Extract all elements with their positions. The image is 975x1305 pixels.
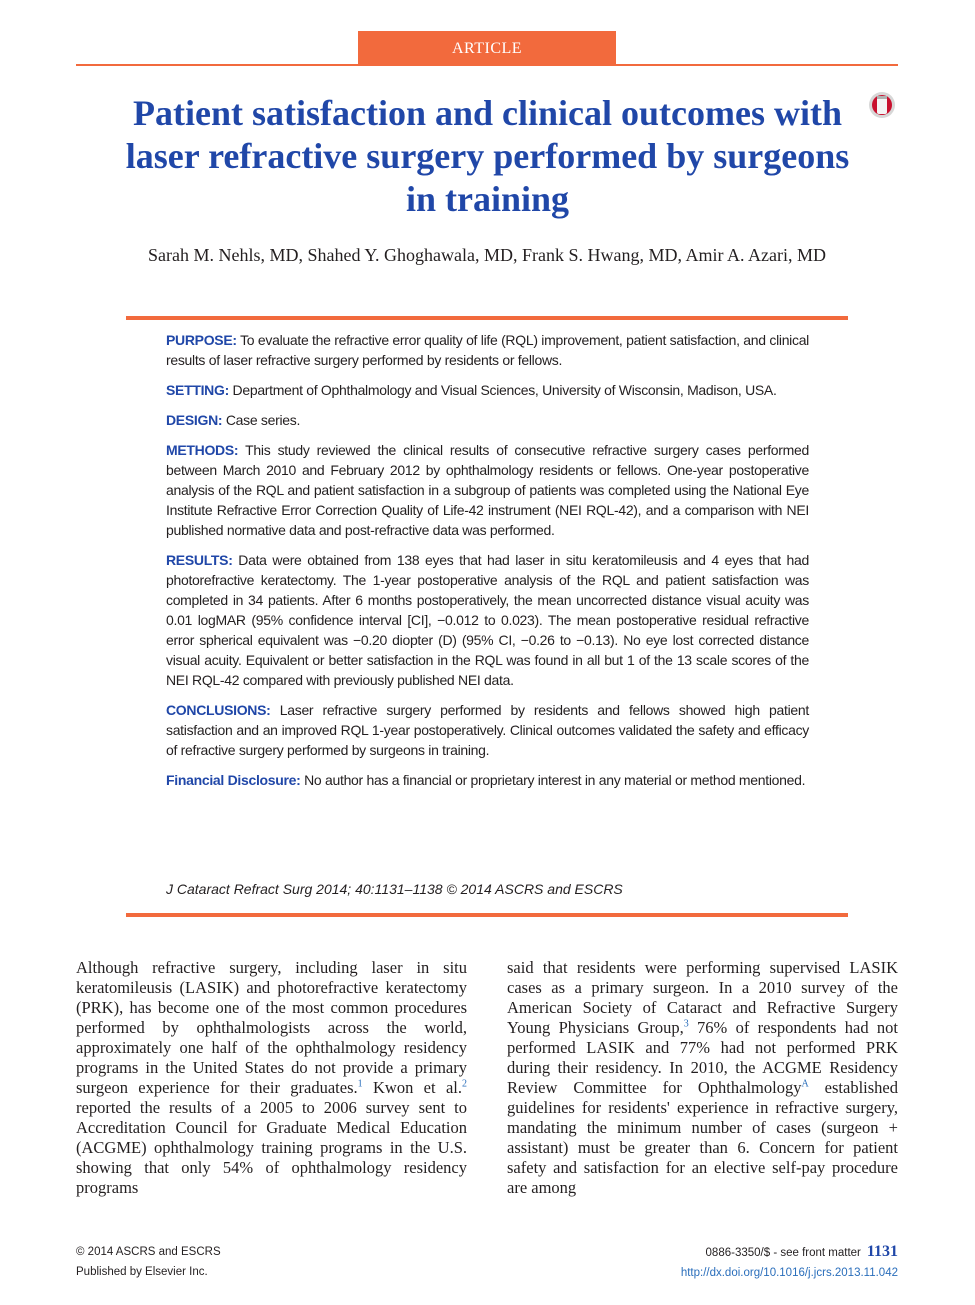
body-text: established guidelines for residents' experience in refractive surgery, mandating the minimum number of cases (surgeon + assistant) must be greater than 6. Concern for patient safety and satisfaction for an elective self-pay procedure are among [507, 1078, 898, 1197]
disclosure-label: Financial Disclosure: [166, 772, 301, 788]
methods-label: METHODS: [166, 442, 239, 458]
results-label: RESULTS: [166, 552, 233, 568]
crossmark-icon[interactable] [862, 90, 902, 130]
footer-right [681, 1242, 898, 1283]
design-label: DESIGN: [166, 412, 223, 428]
abstract-conclusions [166, 700, 809, 760]
body-text: reported the results of a 2005 to 2006 survey sent to Accreditation Council for Graduate Medical Education (ACGME) ophthalmology training programs in the U.S. showing that only 54% of ophthalmology residency programs [76, 1098, 467, 1197]
reference-link[interactable]: 3 [683, 1018, 689, 1030]
purpose-label: PURPOSE: [166, 332, 237, 348]
disclosure-text: No author has a financial or proprietary interest in any material or method mentioned. [304, 772, 806, 788]
abstract-bottom-rule [126, 913, 848, 917]
article-type-tag: ARTICLE [358, 31, 616, 65]
reference-link[interactable]: 2 [461, 1078, 467, 1090]
copyright-notice: © 2014 ASCRS and ESCRS [76, 1246, 221, 1258]
journal-citation: J Cataract Refract Surg 2014; 40:1131–1138 © 2014 ASCRS and ESCRS [166, 881, 623, 897]
issn-line [681, 1242, 898, 1263]
design-text: Case series. [225, 412, 301, 428]
setting-label: SETTING: [166, 382, 229, 398]
body-text: said that residents were performing supervised LASIK cases as a primary surgeon. In a 2010 survey of the American Society of Cataract and Refractive Surgery Young Physicians Group, [507, 958, 898, 1037]
body-text: Although refractive surgery, including laser in situ keratomileusis (LASIK) and photorefractive keratectomy (PRK), has become one of the most common procedures performed by ophthalmologists across the world, approximately one half of the ophthalmology residency programs in the United States do not provide a primary surgeon experience for their graduates. [76, 958, 467, 1097]
footer-left [76, 1242, 221, 1282]
author-list: Sarah M. Nehls, MD, Shahed Y. Ghoghawala, MD, Frank S. Hwang, MD, Amir A. Azari, MD [148, 245, 826, 265]
abstract-results [166, 550, 809, 690]
abstract-methods [166, 440, 809, 540]
setting-text: Department of Ophthalmology and Visual Sciences, University of Wisconsin, Madison, USA. [232, 382, 777, 398]
abstract-design [166, 410, 809, 430]
reference-link[interactable]: 1 [357, 1078, 363, 1090]
abstract-purpose [166, 330, 809, 370]
body-text: Kwon et al. [362, 1078, 462, 1097]
body-column-left [76, 958, 467, 1198]
abstract-top-rule [126, 316, 848, 320]
doi-link[interactable]: http://dx.doi.org/10.1016/j.jcrs.2013.11.042 [680, 1267, 898, 1279]
reference-link[interactable]: A [801, 1078, 809, 1090]
body-column-right [507, 958, 898, 1198]
page-number: 1131 [866, 1243, 898, 1260]
results-text: Data were obtained from 138 eyes that had laser in situ keratomileusis and 4 eyes that had photorefractive keratectomy. The 1-year postoperative analysis of the RQL and patient satisfaction was completed in 34 patients. After 6 months postoperatively, the mean uncorrected distance visual acuity was 0.01 logMAR (95% confidence interval [CI], −0.012 to 0.023). The mean postoperative residual refractive error spherical equivalent was −0.20 diopter (D) (95% CI, −0.26 to −0.13). No eye lost corrected distance visual acuity. Equivalent or better satisfaction in the RQL was found in all but 1 of the 13 scale scores of the NEI RQL-42 compared with previously published NEI data. [166, 552, 809, 688]
abstract [166, 330, 809, 800]
conclusions-text: Laser refractive surgery performed by residents and fellows showed high patient satisfaction and an improved RQL 1-year postoperatively. Clinical outcomes validated the safety and efficacy of refractive surgery performed by surgeons in training. [166, 702, 809, 758]
body-text: 76% of respondents had not performed LASIK and 77% had not performed PRK during their residency. In 2010, the ACGME Residency Review Committee for Ophthalmology [507, 1018, 898, 1097]
issn-text: 0886-3350/$ - see front matter [705, 1247, 861, 1259]
abstract-disclosure [166, 770, 809, 790]
conclusions-label: CONCLUSIONS: [166, 702, 271, 718]
publisher-notice: Published by Elsevier Inc. [76, 1266, 208, 1278]
header-rule [76, 64, 898, 66]
abstract-setting [166, 380, 809, 400]
purpose-text: To evaluate the refractive error quality of life (RQL) improvement, patient satisfaction, and clinical results of laser refractive surgery performed by residents or fellows. [166, 332, 809, 368]
methods-text: This study reviewed the clinical results of consecutive refractive surgery cases performed between March 2010 and February 2012 by ophthalmology residents or fellows. One-year postoperative analysis of the RQL and patient satisfaction in a subgroup of patients was completed using the National Eye Institute Refractive Error Correction Quality of Life-42 instrument (NEI RQL-42), and a comparison with NEI published normative data and post-refractive data was performed. [166, 442, 809, 538]
article-title: Patient satisfaction and clinical outcomes with laser refractive surgery performed by surgeons in training [125, 93, 850, 219]
